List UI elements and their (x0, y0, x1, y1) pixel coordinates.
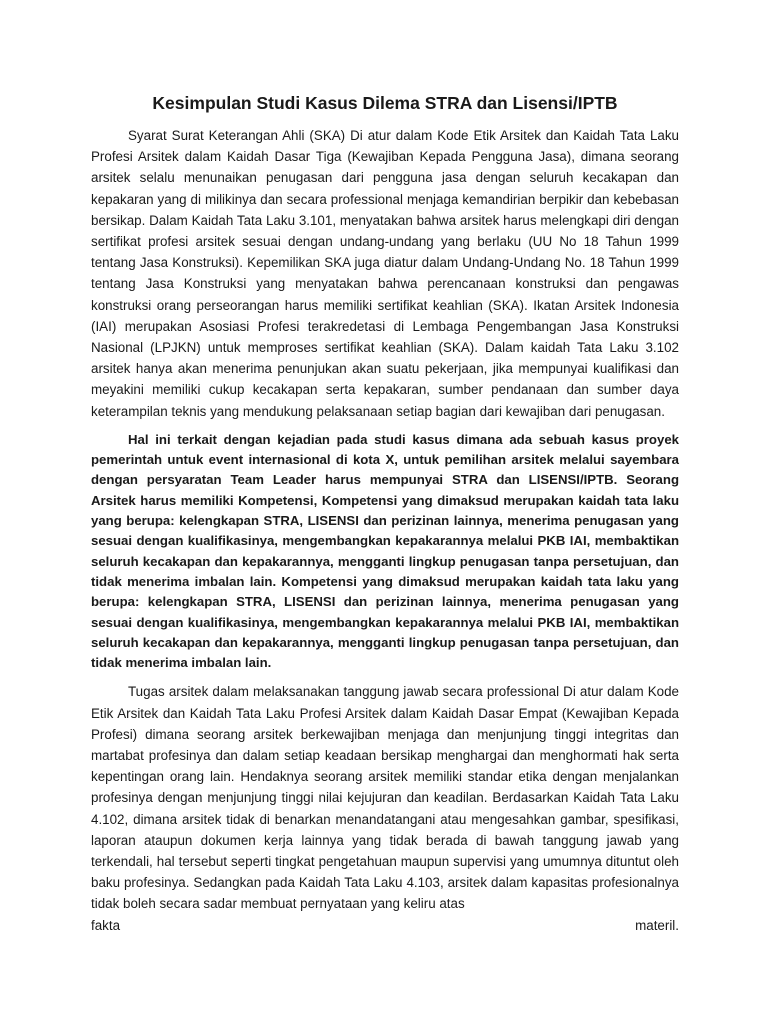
paragraph-competency: Kompetensi yang dimaksud merupakan kaidah tata laku yang berupa: kelengkapan STRA, LISENSI dan perizinan lainnya, menerima penugasan yang sesuai dengan kualifikasinya, mengembangkan kepakarannya melalui PKB IAI, membaktikan seluruh kecakapan dan kepakarannya, mengganti lingkup penugasan tanpa persetujuan, dan tidak menerima imbalan lain. Kompetensi yang dimaksud merupakan kaidah tata laku yang berupa: kelengkapan STRA, LISENSI dan perizinan lainnya, menerima penugasan yang sesuai dengan kualifikasinya, mengembangkan kepakarannya melalui PKB IAI, membaktikan seluruh kecakapan dan kepakarannya, mengganti lingkup penugasan tanpa persetujuan, dan tidak menerima imbalan lain. (91, 492, 680, 671)
last-line-right-word: materil. (635, 917, 679, 933)
document-body (91, 84, 679, 936)
paragraph-ska-requirements: Syarat Surat Keterangan Ahli (SKA) Di atur dalam Kode Etik Arsitek dan Kaidah Tata Laku Profesi Arsitek dalam Kaidah Dasar Tiga (Kewajiban Kepada Pengguna Jasa), dimana seorang arsitek selalu menunaikan penugasan dari pengguna jasa dengan seluruh kecakapan dan kepakaran yang di milikinya dan secara professional menjaga kemandirian berpikir dan kebebasan bersikap. Dalam Kaidah Tata Laku 3.101, menyatakan bahwa arsitek harus melengkapi diri dengan sertifikat profesi arsitek sesuai dengan undang-undang yang berlaku (UU No 18 Tahun 1999 tentang Jasa Konstruksi). Kepemilikan SKA juga diatur dalam Undang-Undang No. 18 Tahun 1999 tentang Jasa Konstruksi yang menyatakan bahwa perencanaan konstruksi dan pengawas konstruksi orang perseorangan harus memiliki sertifikat keahlian (SKA). Ikatan Arsitek Indonesia (IAI) merupakan Asosiasi Profesi terakredetasi di Lembaga Pengembangan Jasa Konstruksi Nasional (LPJKN) untuk memproses sertifikat keahlian (SKA). Dalam kaidah Tata Laku 3.102 arsitek hanya akan menerima penunjukan akan suatu pekerjaan, jika mempunyai kualifikasi dan meyakini memiliki cukup kecakapan serta kepakaran, sumber pendanaan dan sumber daya keterampilan teknis yang mendukung pelaksanaan setiap bagian dari kewajiban dari penugasan. (91, 128, 679, 419)
paragraph-professional-duty: Tugas arsitek dalam melaksanakan tanggung jawab secara professional Di atur dalam Kode Etik Arsitek dan Kaidah Tata Laku Profesi Arsitek dalam Kaidah Dasar Empat (Kewajiban Kepada Profesi) dimana seorang arsitek berkewajiban menjaga dan menjunjung tinggi integritas dan martabat profesinya dan dalam setiap keadaan bersikap menghargai dan menghormati hak serta kepentingan orang lain. Hendaknya seorang arsitek memiliki standar etika dengan menjalankan profesinya dengan menjunjung tinggi nilai kejujuran dan keadilan. Berdasarkan Kaidah Tata Laku 4.102, dimana arsitek tidak di benarkan menandatangani atau mengesahkan gambar, spesifikasi, laporan ataupun dokumen kerja lainnya yang tidak berada di bawah tanggung jawab yang terkendali, hal tersebut seperti tingkat pengetahuan maupun supervisi yang umumnya dituntut oleh baku profesinya. Sedangkan pada Kaidah Tata Laku 4.103, arsitek dalam kapasitas profesionalnya tidak boleh secara sadar membuat pernyataan yang keliru atas (91, 684, 679, 912)
last-line-left-word: fakta (91, 917, 121, 933)
page-title: Kesimpulan Studi Kasus Dilema STRA dan Lisensi/IPTB (152, 93, 618, 113)
paragraph-case-study (91, 430, 679, 674)
paragraph-case-study-bold: Hal ini terkait dengan kejadian pada studi kasus dimana ada sebuah kasus proyek pemerintah untuk event internasional di kota X, untuk pemilihan arsitek melalui sayembara dengan persyaratan Team Leader harus mempunyai STRA dan LISENSI/IPTB. Seorang Arsitek harus memiliki Kompetensi, (91, 431, 679, 508)
paragraph-last-line (91, 915, 679, 936)
